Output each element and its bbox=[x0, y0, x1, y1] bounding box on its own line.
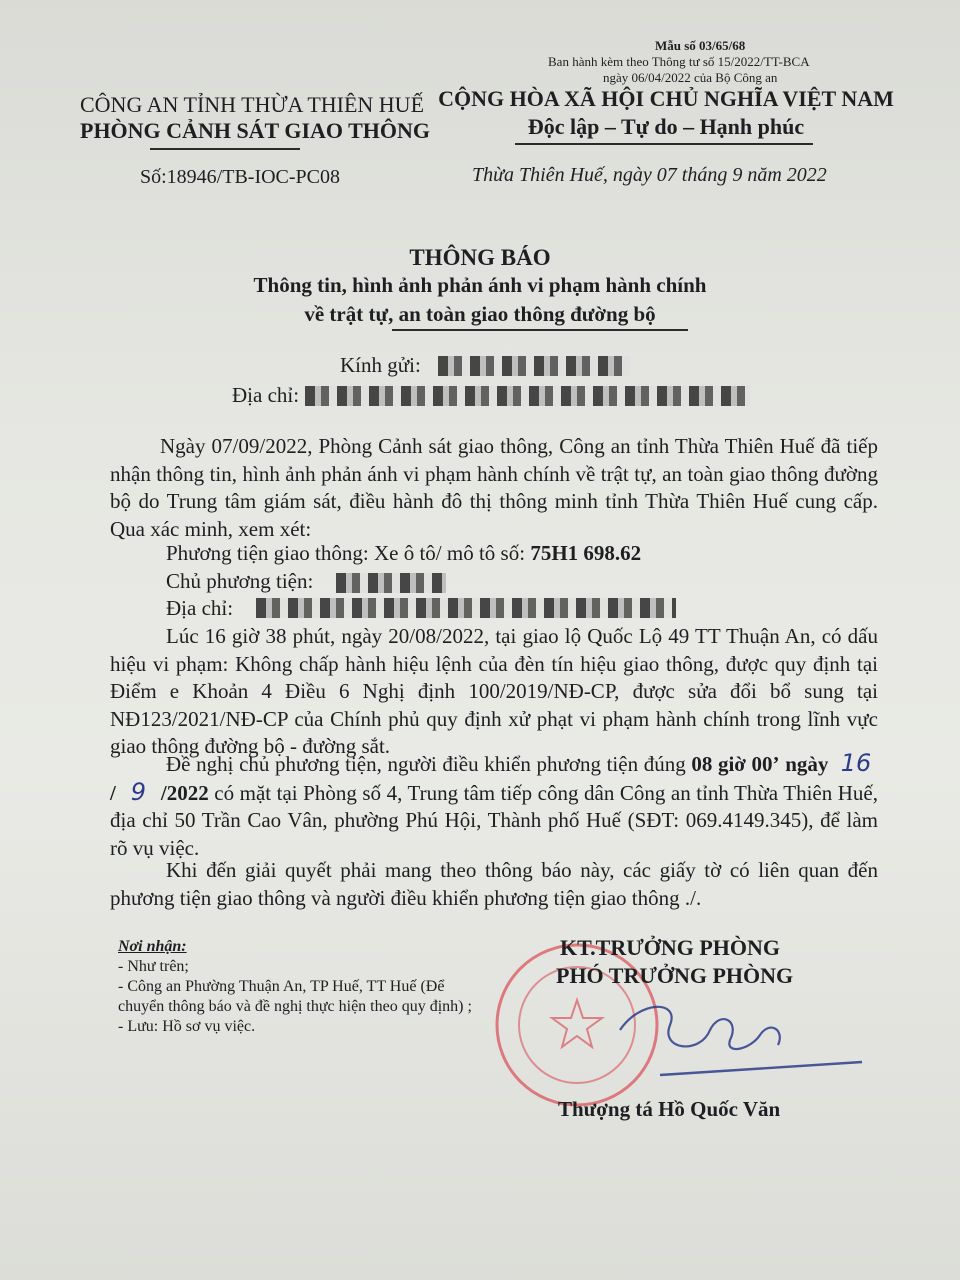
handwritten-signature bbox=[600, 990, 870, 1080]
form-issued-line-1: Ban hành kèm theo Thông tư số 15/2022/TT-BCA bbox=[548, 54, 810, 69]
summons-day-label: ngày bbox=[785, 752, 829, 776]
notice-subtitle-2: về trật tự, an toàn giao thông đường bộ bbox=[304, 302, 656, 326]
redacted-recipient-address bbox=[305, 386, 750, 406]
notice-subtitle-1: Thông tin, hình ảnh phản ánh vi phạm hành chính bbox=[253, 273, 707, 297]
paragraph-summons: Đề nghị chủ phương tiện, người điều khiển phương tiện đúng 08 giờ 00’ ngày 16 / 9 /2022 có mặt tại Phòng số 4, Trung tâm tiếp công dân Công an tỉnh Thừa Thiên Huế, địa chỉ 50 Trần Cao Vân, phường Phú Hội, Thành phố Huế (SĐT: 069.4149.345), để làm rõ vụ việc. bbox=[110, 749, 878, 860]
summons-text-b: có mặt tại Phòng số 4, Trung tâm tiếp công dân Công an tỉnh Thừa Thiên Huế, địa chỉ 50 Trần Cao Vân, phường Phú Hội, Thành phố Huế (SĐT: 069.4149.345), để làm rõ vụ việc. bbox=[110, 780, 878, 860]
vehicle-plate: 75H1 698.62 bbox=[530, 541, 642, 565]
summons-year: /2022 bbox=[160, 780, 209, 805]
owner-label: Chủ phương tiện: bbox=[166, 569, 314, 593]
recipient-address-label: Địa chỉ: bbox=[232, 383, 300, 407]
agency-line-1: CÔNG AN TỈNH THỪA THIÊN HUẾ bbox=[80, 92, 425, 117]
owner-address-label: Địa chỉ: bbox=[166, 596, 234, 620]
recipient-to-label: Kính gửi: bbox=[340, 353, 421, 377]
recipients-title: Nơi nhận: bbox=[118, 938, 187, 955]
redacted-recipient-name bbox=[438, 356, 630, 376]
agency-underline bbox=[150, 148, 300, 150]
agency-header bbox=[80, 92, 431, 144]
date-place: Thừa Thiên Huế, ngày 07 tháng 9 năm 2022 bbox=[472, 164, 827, 186]
vehicle-line bbox=[166, 541, 641, 566]
handwritten-month: 9 bbox=[130, 777, 147, 806]
signer-name: Thượng tá Hồ Quốc Văn bbox=[558, 1097, 781, 1121]
paragraph-violation: Lúc 16 giờ 38 phút, ngày 20/08/2022, tại giao lộ Quốc Lộ 49 TT Thuận An, có dấu hiệu vi phạm: Không chấp hành hiệu lệnh của đèn tín hiệu giao thông, được quy định tại Điểm e Khoản 4 Điều 6 Nghị định 100/2019/NĐ-CP, được sửa đổi bổ sung tại NĐ123/2021/NĐ-CP của Chính phủ quy định xử phạt vi phạm hành chính trong lĩnh vực giao thông đường bộ - đường sắt. bbox=[110, 624, 878, 758]
vehicle-label: Phương tiện giao thông: Xe ô tô/ mô tô số: bbox=[166, 541, 526, 565]
document-number: Số:18946/TB-IOC-PC08 bbox=[140, 166, 341, 188]
summons-text-a: Đề nghị chủ phương tiện, người điều khiển phương tiện đúng bbox=[166, 752, 686, 776]
signature-title-2: PHÓ TRƯỞNG PHÒNG bbox=[556, 963, 794, 988]
form-issued-line-2: ngày 06/04/2022 của Bộ Công an bbox=[603, 70, 778, 85]
recipient-item: - Lưu: Hồ sơ vụ việc. bbox=[118, 1018, 256, 1035]
nation-line-1: CỘNG HÒA XÃ HỘI CHỦ NGHĨA VIỆT NAM bbox=[438, 86, 894, 111]
redacted-owner-address bbox=[256, 598, 676, 618]
form-code: Mẫu số 03/65/68 bbox=[655, 38, 746, 53]
national-header bbox=[436, 86, 896, 140]
signature-title-1: KT.TRƯỞNG PHÒNG bbox=[560, 935, 780, 960]
recipients-block bbox=[118, 937, 478, 1037]
motto-underline bbox=[515, 143, 813, 145]
redacted-owner-name bbox=[336, 573, 446, 593]
agency-line-2: PHÒNG CẢNH SÁT GIAO THÔNG bbox=[80, 118, 431, 143]
paragraph-intro: Ngày 07/09/2022, Phòng Cảnh sát giao thông, Công an tỉnh Thừa Thiên Huế đã tiếp nhận thông tin, hình ảnh phản ánh vi phạm hành chính về trật tự, an toàn giao thông đường bộ do Trung tâm giám sát, điều hành đô thị thông minh tỉnh Thừa Thiên Huế cung cấp. Qua xác minh, xem xét: bbox=[110, 434, 878, 541]
handwritten-day: 16 bbox=[840, 749, 872, 777]
summons-time: 08 giờ 00’ bbox=[691, 752, 780, 776]
recipient-item: - Công an Phường Thuận An, TP Huế, TT Huế (Để chuyển thông báo và đề nghị thực hiện theo quy định) ; bbox=[118, 978, 472, 1015]
recipient-item: - Như trên; bbox=[118, 958, 189, 975]
paragraph-instruction: Khi đến giải quyết phải mang theo thông báo này, các giấy tờ có liên quan đến phương tiện giao thông và người điều khiển phương tiện giao thông ./. bbox=[110, 858, 878, 910]
notice-title: THÔNG BÁO bbox=[409, 245, 551, 270]
nation-line-2: Độc lập – Tự do – Hạnh phúc bbox=[527, 114, 805, 139]
subtitle-underline bbox=[392, 329, 688, 331]
